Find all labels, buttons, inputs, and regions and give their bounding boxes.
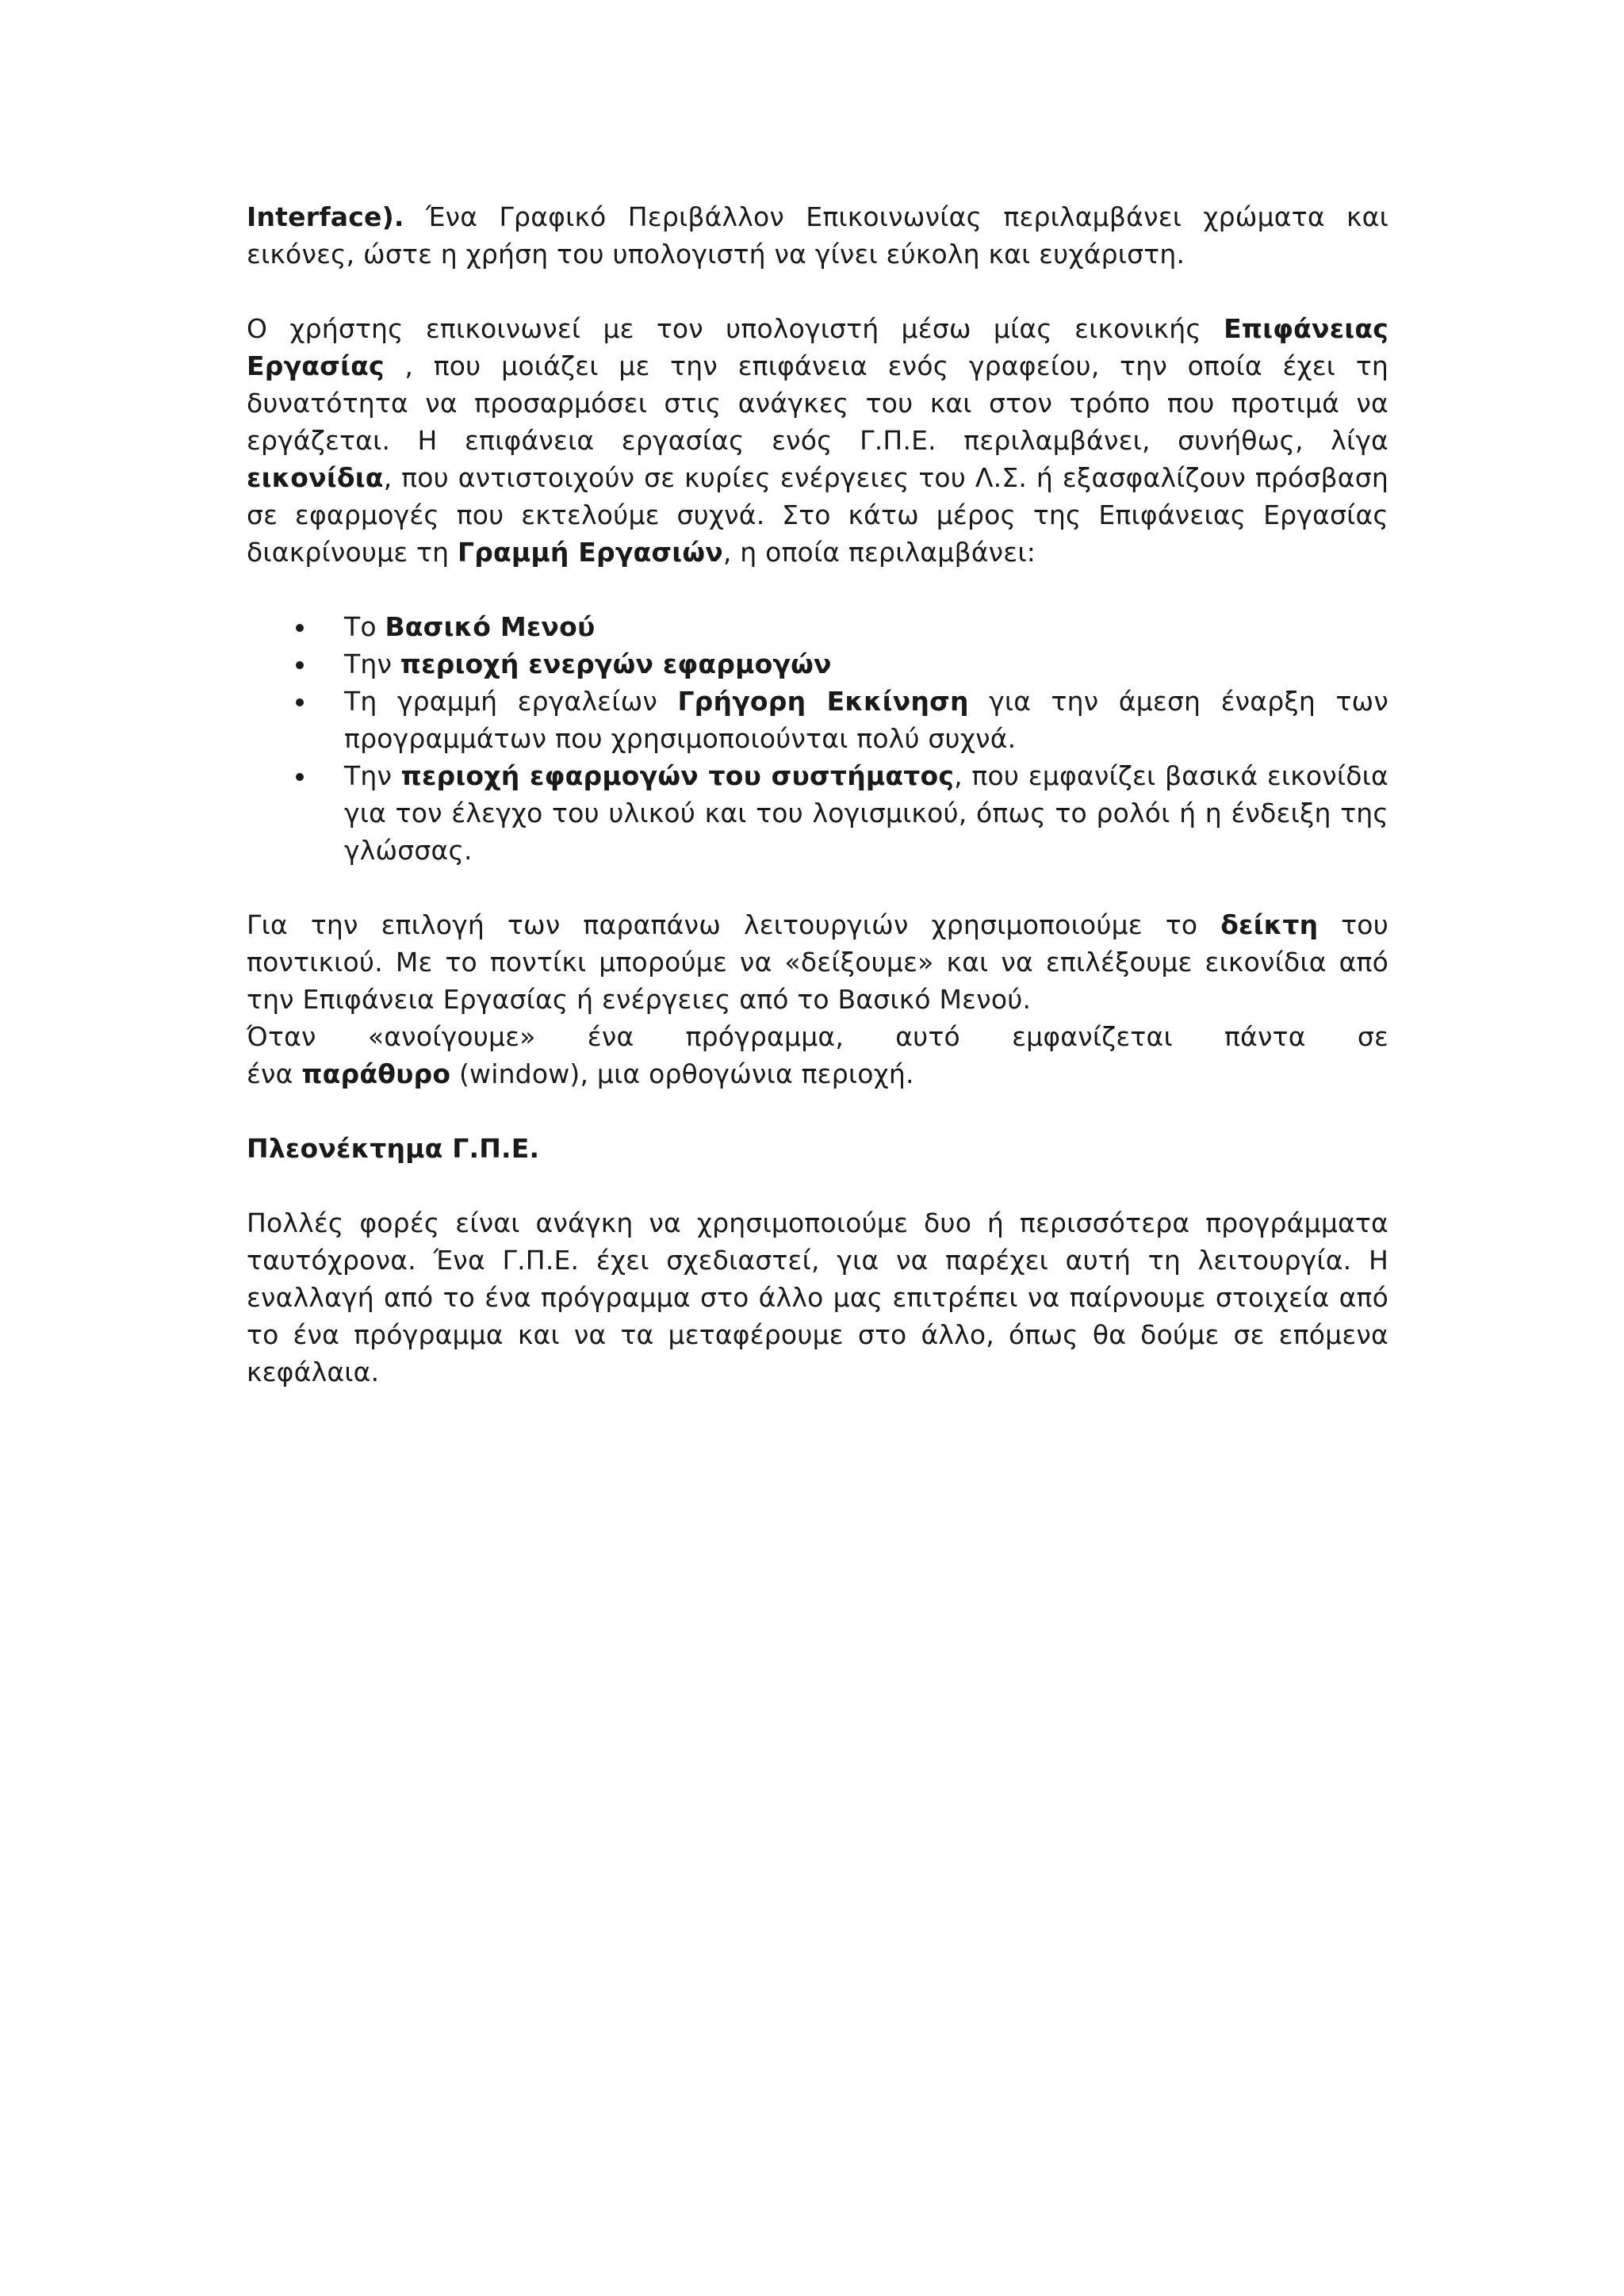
paragraph-advantage: Πολλές φορές είναι ανάγκη να χρησιμοποιούμε δυο ή περισσότερα προγράμματα ταυτόχρονα. Ένα Γ.Π.Ε. έχει σχεδιαστεί, για να παρέχει αυτή τη λειτουργία. Η εναλλαγή από το ένα πρόγραμμα στο άλλο μας επιτρέπει να παίρνουμε στοιχεία από το ένα πρόγραμμα και να τα μεταφέρουμε στο άλλο, όπως θα δούμε σε επόμενα κεφάλαια. [247,1207,1388,1387]
document-page [247,198,1388,1391]
bold-term-icons: εικονίδια [247,462,384,493]
paragraph-gap [247,1167,1388,1204]
section-heading [247,1130,1388,1167]
bold-term-interface: Interface). [247,201,404,232]
paragraph-gap [247,571,1388,608]
list-item-text: Το [344,611,385,642]
paragraph-pointer-text-1: Για την επιλογή των παραπάνω λειτουργιών χρησιμοποιούμε το [247,909,1221,940]
list-item-text: Την [344,649,400,679]
list-item [247,683,1388,757]
bold-term-window: παράθυρο [301,1058,451,1089]
section-heading-text: Πλεονέκτημα Γ.Π.Ε. [247,1133,540,1164]
paragraph-window-text-3: (window), μια ορθογώνια περιοχή. [450,1058,914,1089]
bold-term-pointer: δείκτη [1220,909,1319,940]
paragraph-pointer-text-2: του ποντικιού. Με το ποντίκι μπορούμε να «δείξουμε» και να επιλέξουμε εικονίδια από την Επιφάνεια Εργασίας ή ενέργειες από το Βασικό Μενού. [247,909,1388,1015]
bold-term-taskbar: Γραμμή Εργασιών [458,537,723,568]
paragraph-intro [247,198,1388,273]
paragraph-gap [247,869,1388,906]
list-item-bold: Βασικό Μενού [385,611,596,642]
list-item-bold: περιοχή εφαρμογών του συστήματος [400,760,955,791]
list-item [247,608,1388,645]
paragraph-desktop [247,310,1388,571]
paragraph-window-line-2 [247,1055,1388,1093]
paragraph-window-text-2: ένα [247,1058,302,1089]
list-item-text: , που εμφανίζει βασικά εικονίδια για τον έλεγχο του υλικού και του λογισμικού, όπως το ρολόι ή η ένδειξη της γλώσσας. [344,760,1388,866]
list-item [247,757,1388,869]
paragraph-desktop-text-2: , που μοιάζει με την επιφάνεια ενός γραφείου, την οποία έχει τη δυνατότητα να προσαρμόσει στις ανάγκες του και στον τρόπο που προτιμά να εργάζεται. Η επιφάνεια εργασίας ενός Γ.Π.Ε. περιλαμβάνει, συνήθως, λίγα [247,350,1388,456]
list-item-bold: Γρήγορη Εκκίνηση [677,686,969,717]
list-item [247,645,1388,683]
paragraph-intro-text: Ένα Γραφικό Περιβάλλον Επικοινωνίας περιλαμβάνει χρώματα και εικόνες, ώστε η χρήση του υπολογιστή να γίνει εύκολη και ευχάριστη. [247,201,1388,270]
list-item-text: Τη γραμμή εργαλείων [344,686,678,717]
paragraph-pointer [247,906,1388,1018]
list-item-bold: περιοχή ενεργών εφαρμογών [400,649,832,679]
paragraph-desktop-text-1: Ο χρήστης επικοινωνεί με τον υπολογιστή μέσω μίας εικονικής [247,313,1224,344]
taskbar-components-list [247,608,1388,869]
paragraph-gap [247,273,1388,310]
paragraph-desktop-text-3: , που αντιστοιχούν σε κυρίες ενέργειες του Λ.Σ. ή εξασφαλίζουν πρόσβαση σε εφαρμογές που εκτελούμε συχνά. Στο κάτω μέρος της Επιφάνειας Εργασίας διακρίνουμε τη [247,462,1388,568]
list-item-text: για την άμεση έναρξη των προγραμμάτων που χρησιμοποιούνται πολύ συχνά. [344,686,1388,754]
bold-term-desktop: Επιφάνειας Εργασίας [247,313,1388,381]
paragraph-gap [247,1093,1388,1130]
paragraph-desktop-text-4: , η οποία περιλαμβάνει: [722,537,1036,568]
list-item-text: Την [344,760,401,791]
paragraph-window-line-1: Όταν «ανοίγουμε» ένα πρόγραμμα, αυτό εμφανίζεται πάντα σε [247,1021,1388,1052]
